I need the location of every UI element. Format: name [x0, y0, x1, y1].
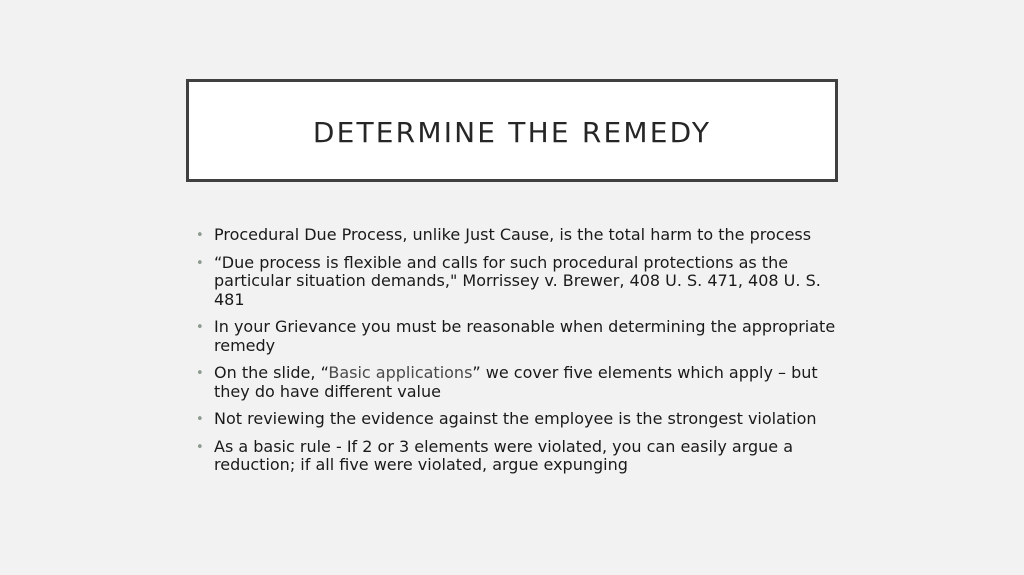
- bullet-dot-icon: •: [196, 412, 204, 427]
- bullet-item: [196, 364, 836, 401]
- bullet-dot-icon: •: [196, 439, 204, 455]
- title-box: [186, 79, 838, 182]
- bullet-text: As a basic rule - If 2 or 3 elements were violated, you can easily argue a reduction; if all five were violated, argue expunging: [214, 436, 794, 474]
- bullet-text: Procedural Due Process, unlike Just Cause, is the total harm to the process: [214, 225, 812, 244]
- bullet-dot-icon: •: [196, 320, 204, 335]
- bullet-text-post: ” we cover five elements which apply – but they do have different value: [214, 363, 818, 401]
- bullet-item: [196, 226, 836, 245]
- bullet-text-pre: On the slide, “: [214, 363, 329, 382]
- bullet-dot-icon: •: [196, 228, 204, 243]
- slide-title: DETERMINE THE REMEDY: [312, 116, 712, 149]
- bullet-item: [196, 410, 836, 429]
- bullet-list: [196, 226, 836, 484]
- bullet-text: In your Grievance you must be reasonable when determining the appropriate remedy: [214, 317, 836, 355]
- basic-applications-link[interactable]: Basic applications: [328, 363, 473, 382]
- bullet-item: [196, 438, 836, 475]
- bullet-item: [196, 254, 836, 310]
- bullet-item: [196, 318, 836, 355]
- bullet-dot-icon: •: [196, 255, 204, 271]
- bullet-text: “Due process is flexible and calls for such procedural protections as the particular situation demands," Morrissey v. Brewer, 408 U. S. 471, 408 U. S. 481: [214, 252, 821, 309]
- bullet-text: Not reviewing the evidence against the employee is the strongest violation: [214, 409, 817, 428]
- bullet-dot-icon: •: [196, 366, 204, 381]
